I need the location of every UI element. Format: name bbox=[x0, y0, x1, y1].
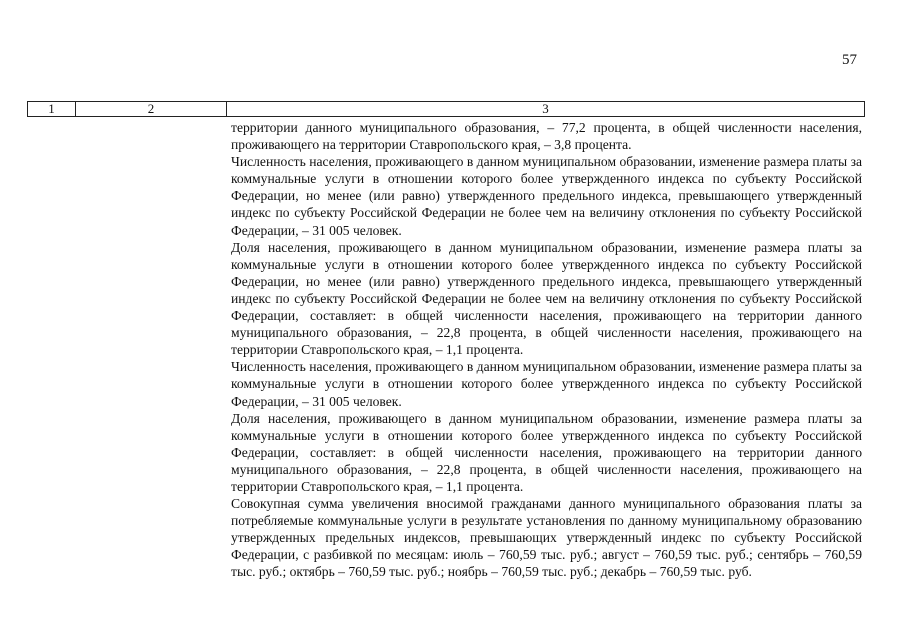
paragraph-continuation: территории данного муниципального образования, – 77,2 процента, в общей численности населения, проживающего на территории Ставропольского края, – 3,8 процента. bbox=[231, 120, 862, 153]
column-header-table bbox=[27, 101, 865, 117]
paragraph-population-count-within-limit: Численность населения, проживающего в данном муниципальном образовании, изменение размера платы за коммунальные услуги в отношении которого более утвержденного индекса по субъекту Российской Федерации, но менее (или равно) утвержденного предельного индекса, превышающего утвержденный индекс по субъекту Российской Федерации не более чем на величину отклонения по субъекту Российской Федерации, – 31 005 человек. bbox=[231, 154, 862, 238]
page-number: 57 bbox=[842, 52, 857, 68]
column-number-1: 1 bbox=[28, 102, 76, 117]
document-body bbox=[231, 119, 862, 581]
column-number-3: 3 bbox=[227, 102, 865, 117]
paragraph-population-share-within-limit: Доля населения, проживающего в данном муниципальном образовании, изменение размера платы за коммунальные услуги в отношении которого более утвержденного индекса по субъекту Российской Федерации, но менее (или равно) утвержденного предельного индекса, превышающего утвержденный индекс по субъекту Российской Федерации не более чем на величину отклонения по субъекту Российской Федерации, составляет: в общей численности населения, проживающего на территории данного муниципального образования, – 22,8 процента, в общей численности населения, проживающего на территории Ставропольского края, – 1,1 процента. bbox=[231, 239, 862, 358]
paragraph-population-count-above-index: Численность населения, проживающего в данном муниципальном образовании, изменение размера платы за коммунальные услуги в отношении которого более утвержденного индекса по субъекту Российской Федерации, – 31 005 человек. bbox=[231, 359, 862, 409]
paragraph-population-share-above-index: Доля населения, проживающего в данном муниципальном образовании, изменение размера платы за коммунальные услуги в отношении которого более утвержденного индекса по субъекту Российской Федерации, составляет: в общей численности населения, проживающего на территории данного муниципального образования, – 22,8 процента, в общей численности населения, проживающего на территории Ставропольского края, – 1,1 процента. bbox=[231, 410, 862, 494]
column-number-2: 2 bbox=[76, 102, 227, 117]
column-header-row bbox=[28, 102, 865, 117]
paragraph-total-payment-increase: Совокупная сумма увеличения вносимой гражданами данного муниципального образования платы за потребляемые коммунальные услуги в результате установления по данному муниципальному образованию утвержденных предельных индексов, превышающих утвержденный индекс по субъекту Российской Федерации, с разбивкой по месяцам: июль – 760,59 тыс. руб.; август – 760,59 тыс. руб.; сентябрь – 760,59 тыс. руб.; октябрь – 760,59 тыс. руб.; ноябрь – 760,59 тыс. руб.; декабрь – 760,59 тыс. руб. bbox=[231, 496, 862, 580]
